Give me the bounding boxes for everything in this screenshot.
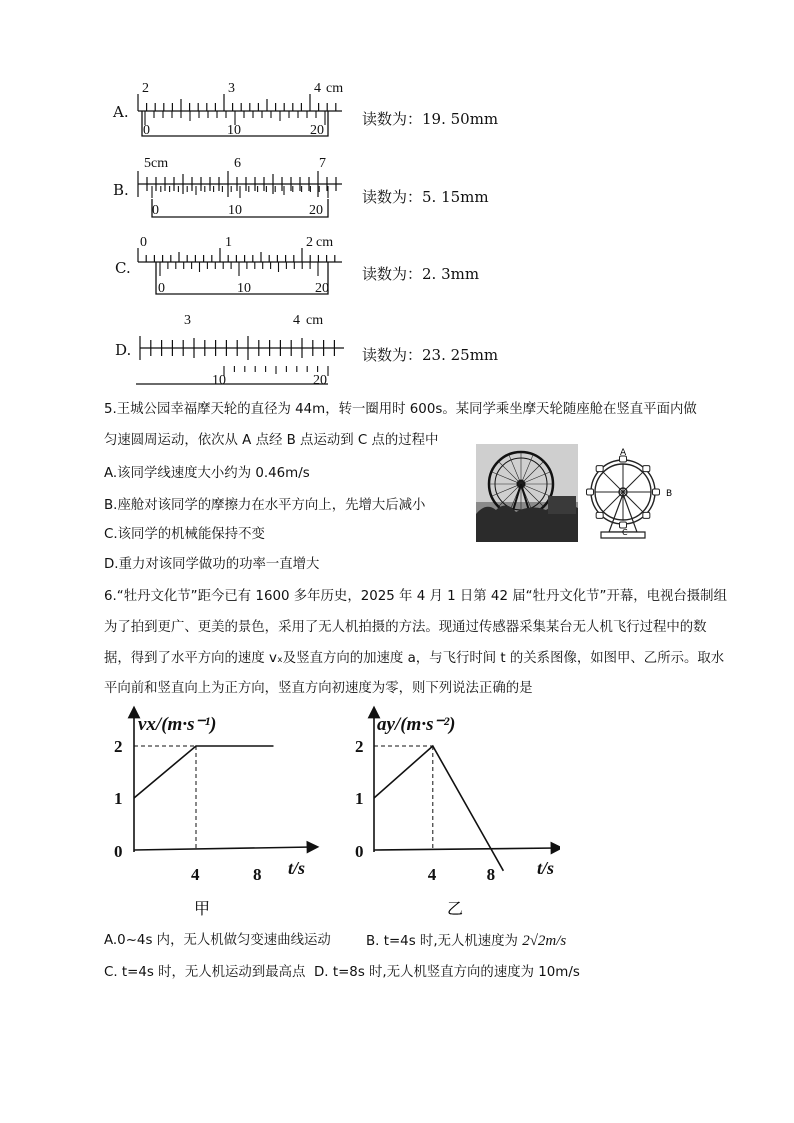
vernier-label: 20	[309, 203, 323, 218]
point-label: C	[622, 528, 628, 537]
graph-caption: 甲	[194, 899, 211, 918]
series-line	[134, 746, 274, 798]
y-tick-label: 0	[355, 842, 364, 861]
main-scale-label: 4	[314, 81, 321, 96]
vernier-label: 20	[313, 373, 327, 388]
question-stem: 为了拍到更广、更美的景色，采用了无人机拍摄的方法。现通过传感器采集某台无人机飞行过程中的数	[104, 620, 707, 635]
vernier-label: 20	[315, 281, 329, 296]
answer-option: D. t=8s 时,无人机竖直方向的速度为 10m/s	[314, 965, 580, 980]
cabin	[596, 466, 603, 472]
option-letter: B.	[113, 181, 129, 199]
main-scale-label: 7	[319, 156, 326, 171]
question-stem: 5.王城公园幸福摩天轮的直径为 44m，转一圈用时 600s。某同学乘坐摩天轮随座舱在竖直平面内做	[104, 402, 697, 417]
y-axis-label: vx/(m·s⁻¹)	[138, 714, 217, 735]
cabin	[596, 512, 603, 518]
point-label: B	[666, 489, 673, 499]
main-scale-label: 2	[306, 235, 313, 250]
answer-option-text: B. t=4s 时,无人机速度为	[366, 934, 518, 949]
caliper-scale	[130, 153, 355, 221]
cabin	[643, 466, 650, 472]
wheel-spoke	[623, 472, 643, 492]
question-stem: 据，得到了水平方向的速度 vₓ及竖直方向的加速度 a，与飞行时间 t 的关系图像，如图甲、乙所示。取水	[104, 651, 725, 666]
vernier-label: 0	[152, 203, 159, 218]
cabin	[653, 489, 660, 495]
wheel-spoke	[603, 472, 623, 492]
main-scale-label: 2	[142, 81, 149, 96]
unit-label: cm	[326, 81, 344, 96]
point-label: A	[620, 448, 627, 458]
reading-text: 读数为：2. 3mm	[362, 265, 480, 283]
x-axis-label: t/s	[537, 858, 555, 878]
y-tick-label: 2	[355, 737, 364, 756]
vernier-label: 10	[227, 123, 241, 138]
y-tick-label: 1	[114, 789, 123, 808]
main-scale-label: 0	[140, 235, 147, 250]
main-scale-label: 5cm	[144, 156, 169, 171]
option-letter: A.	[113, 103, 129, 121]
unit-label: cm	[306, 313, 324, 328]
reading-text: 读数为：19. 50mm	[362, 110, 499, 128]
speed-value: 2√2m/s	[522, 933, 567, 949]
ferris-wheel-diagram	[583, 444, 683, 544]
main-scale-label: 4	[293, 313, 300, 328]
vernier-label: 10	[237, 281, 251, 296]
main-scale-label: 3	[184, 313, 191, 328]
cabin	[643, 512, 650, 518]
graph-yi	[345, 702, 560, 920]
answer-option: A.0~4s 内，无人机做匀变速曲线运动	[104, 933, 331, 948]
y-tick-label: 0	[114, 842, 123, 861]
option-letter: C.	[115, 259, 131, 277]
main-scale-label: 1	[225, 235, 232, 250]
caliper-scale	[130, 308, 355, 388]
graph-jia	[108, 702, 323, 920]
cabin	[587, 489, 594, 495]
unit-label: cm	[316, 235, 334, 250]
x-axis-label: t/s	[288, 858, 306, 878]
main-scale-label: 6	[234, 156, 241, 171]
vernier-label: 10	[212, 373, 226, 388]
y-tick-label: 2	[114, 737, 123, 756]
ferris-wheel-photo	[476, 444, 578, 542]
x-tick-label: 4	[427, 865, 437, 884]
reading-text: 读数为：5. 15mm	[362, 188, 489, 206]
x-tick-label: 8	[486, 865, 496, 884]
question-stem: 匀速圆周运动，依次从 A 点经 B 点运动到 C 点的过程中	[104, 433, 439, 448]
option-letter: D.	[115, 341, 132, 359]
x-axis	[134, 847, 313, 850]
question-stem: 6.“牡丹文化节”距今已有 1600 多年历史，2025 年 4 月 1 日第 42 届“牡丹文化节”开幕，电视台摄制组	[104, 589, 727, 604]
answer-option: C.该同学的机械能保持不变	[104, 527, 265, 542]
caliper-scale	[130, 78, 355, 140]
caliper-scale	[130, 232, 355, 298]
x-tick-label: 4	[191, 865, 200, 884]
main-scale-label: 3	[228, 81, 235, 96]
answer-option: B.座舱对该同学的摩擦力在水平方向上，先增大后减小	[104, 498, 426, 513]
vernier-label: 10	[228, 203, 242, 218]
answer-option: C. t=4s 时，无人机运动到最高点	[104, 965, 306, 980]
y-tick-label: 1	[355, 789, 364, 808]
series-line	[374, 746, 503, 871]
vernier-label: 0	[143, 123, 150, 138]
x-axis	[374, 848, 557, 850]
vernier-label: 20	[310, 123, 324, 138]
answer-option-b	[366, 927, 566, 956]
question-stem: 平向前和竖直向上为正方向，竖直方向初速度为零，则下列说法正确的是	[104, 681, 533, 696]
answer-option: A.该同学线速度大小约为 0.46m/s	[104, 466, 310, 481]
vernier-label: 0	[158, 281, 165, 296]
answer-option: D.重力对该同学做功的功率一直增大	[104, 557, 320, 572]
graph-caption: 乙	[447, 899, 464, 918]
y-axis-label: ay/(m·s⁻²)	[377, 714, 456, 735]
reading-text: 读数为：23. 25mm	[362, 346, 499, 364]
x-tick-label: 8	[253, 865, 262, 884]
